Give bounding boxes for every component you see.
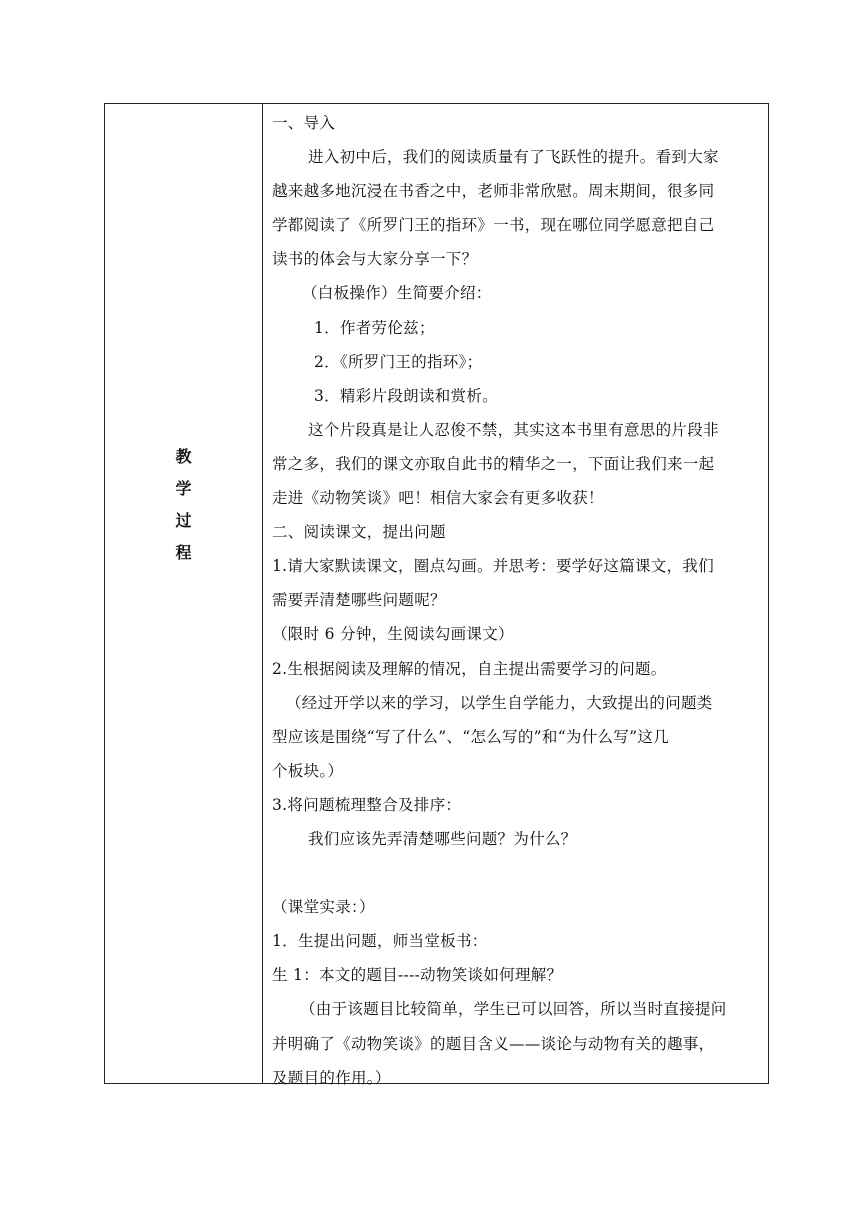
section-title-reading: 二、阅读课文，提出问题 — [272, 523, 446, 542]
student-question: 生 1：本文的题目----动物笑谈如何理解？ — [272, 966, 563, 985]
paragraph-line: 及题目的作用。） — [272, 1068, 391, 1087]
paragraph-line: （经过开学以来的学习，以学生自学能力，大致提出的问题类 — [286, 693, 713, 712]
paragraph-line: 个板块。） — [272, 761, 344, 780]
paragraph-line: 1.请大家默读课文，圈点勾画。并思考：要学好这篇课文，我们 — [272, 557, 714, 576]
paragraph-line: 需要弄清楚哪些问题呢？ — [272, 591, 446, 610]
label-char: 程 — [175, 543, 192, 562]
paragraph-line: 1．生提出问题，师当堂板书： — [272, 932, 488, 951]
record-title: （课堂实录：） — [272, 898, 375, 917]
column-divider — [262, 104, 263, 1083]
paragraph-line: 2.生根据阅读及理解的情况，自主提出需要学习的问题。 — [272, 659, 667, 678]
paragraph-line: 型应该是围绕“写了什么”、“怎么写的”和“为什么写”这几 — [272, 727, 669, 746]
paragraph-line: 读书的体会与大家分享一下？ — [272, 250, 478, 269]
paragraph-line: 学都阅读了《所罗门王的指环》一书，现在哪位同学愿意把自己 — [272, 216, 715, 235]
paragraph-line: 常之多，我们的课文亦取自此书的精华之一，下面让我们来一起 — [272, 454, 715, 473]
time-limit-note: （限时 6 分钟，生阅读勾画课文） — [272, 625, 514, 644]
paragraph-line: （由于该题目比较简单，学生已可以回答，所以当时直接提问 — [300, 1000, 727, 1019]
paragraph-line: 这个片段真是让人忍俊不禁，其实这本书里有意思的片段非 — [308, 420, 719, 439]
lesson-content — [272, 106, 760, 1095]
paragraph-line: 越来越多地沉浸在书香之中，老师非常欣慰。周末期间，很多同 — [272, 182, 715, 201]
paragraph-line: 进入初中后，我们的阅读质量有了飞跃性的提升。看到大家 — [308, 148, 719, 167]
paragraph-line: 3.将问题梳理整合及排序： — [272, 795, 462, 814]
label-char: 学 — [175, 479, 192, 498]
paragraph-line: 并明确了《动物笑谈》的题目含义——谈论与动物有关的趣事， — [272, 1034, 715, 1053]
teaching-process-label — [105, 441, 262, 569]
list-item: 1．作者劳伦兹； — [314, 318, 435, 337]
lesson-table — [104, 103, 769, 1087]
whiteboard-note: （白板操作）生简要介绍： — [302, 284, 492, 303]
paragraph-line: 我们应该先弄清楚哪些问题？为什么？ — [308, 829, 577, 848]
label-char: 教 — [175, 447, 192, 466]
list-item: 2．《所罗门王的指环》； — [314, 352, 483, 371]
section-title-intro: 一、导入 — [272, 114, 336, 132]
blank-line — [272, 856, 760, 890]
label-char: 过 — [175, 511, 192, 530]
paragraph-line: 走进《动物笑谈》吧！相信大家会有更多收获！ — [272, 489, 604, 508]
list-item: 3．精彩片段朗读和赏析。 — [314, 386, 498, 405]
